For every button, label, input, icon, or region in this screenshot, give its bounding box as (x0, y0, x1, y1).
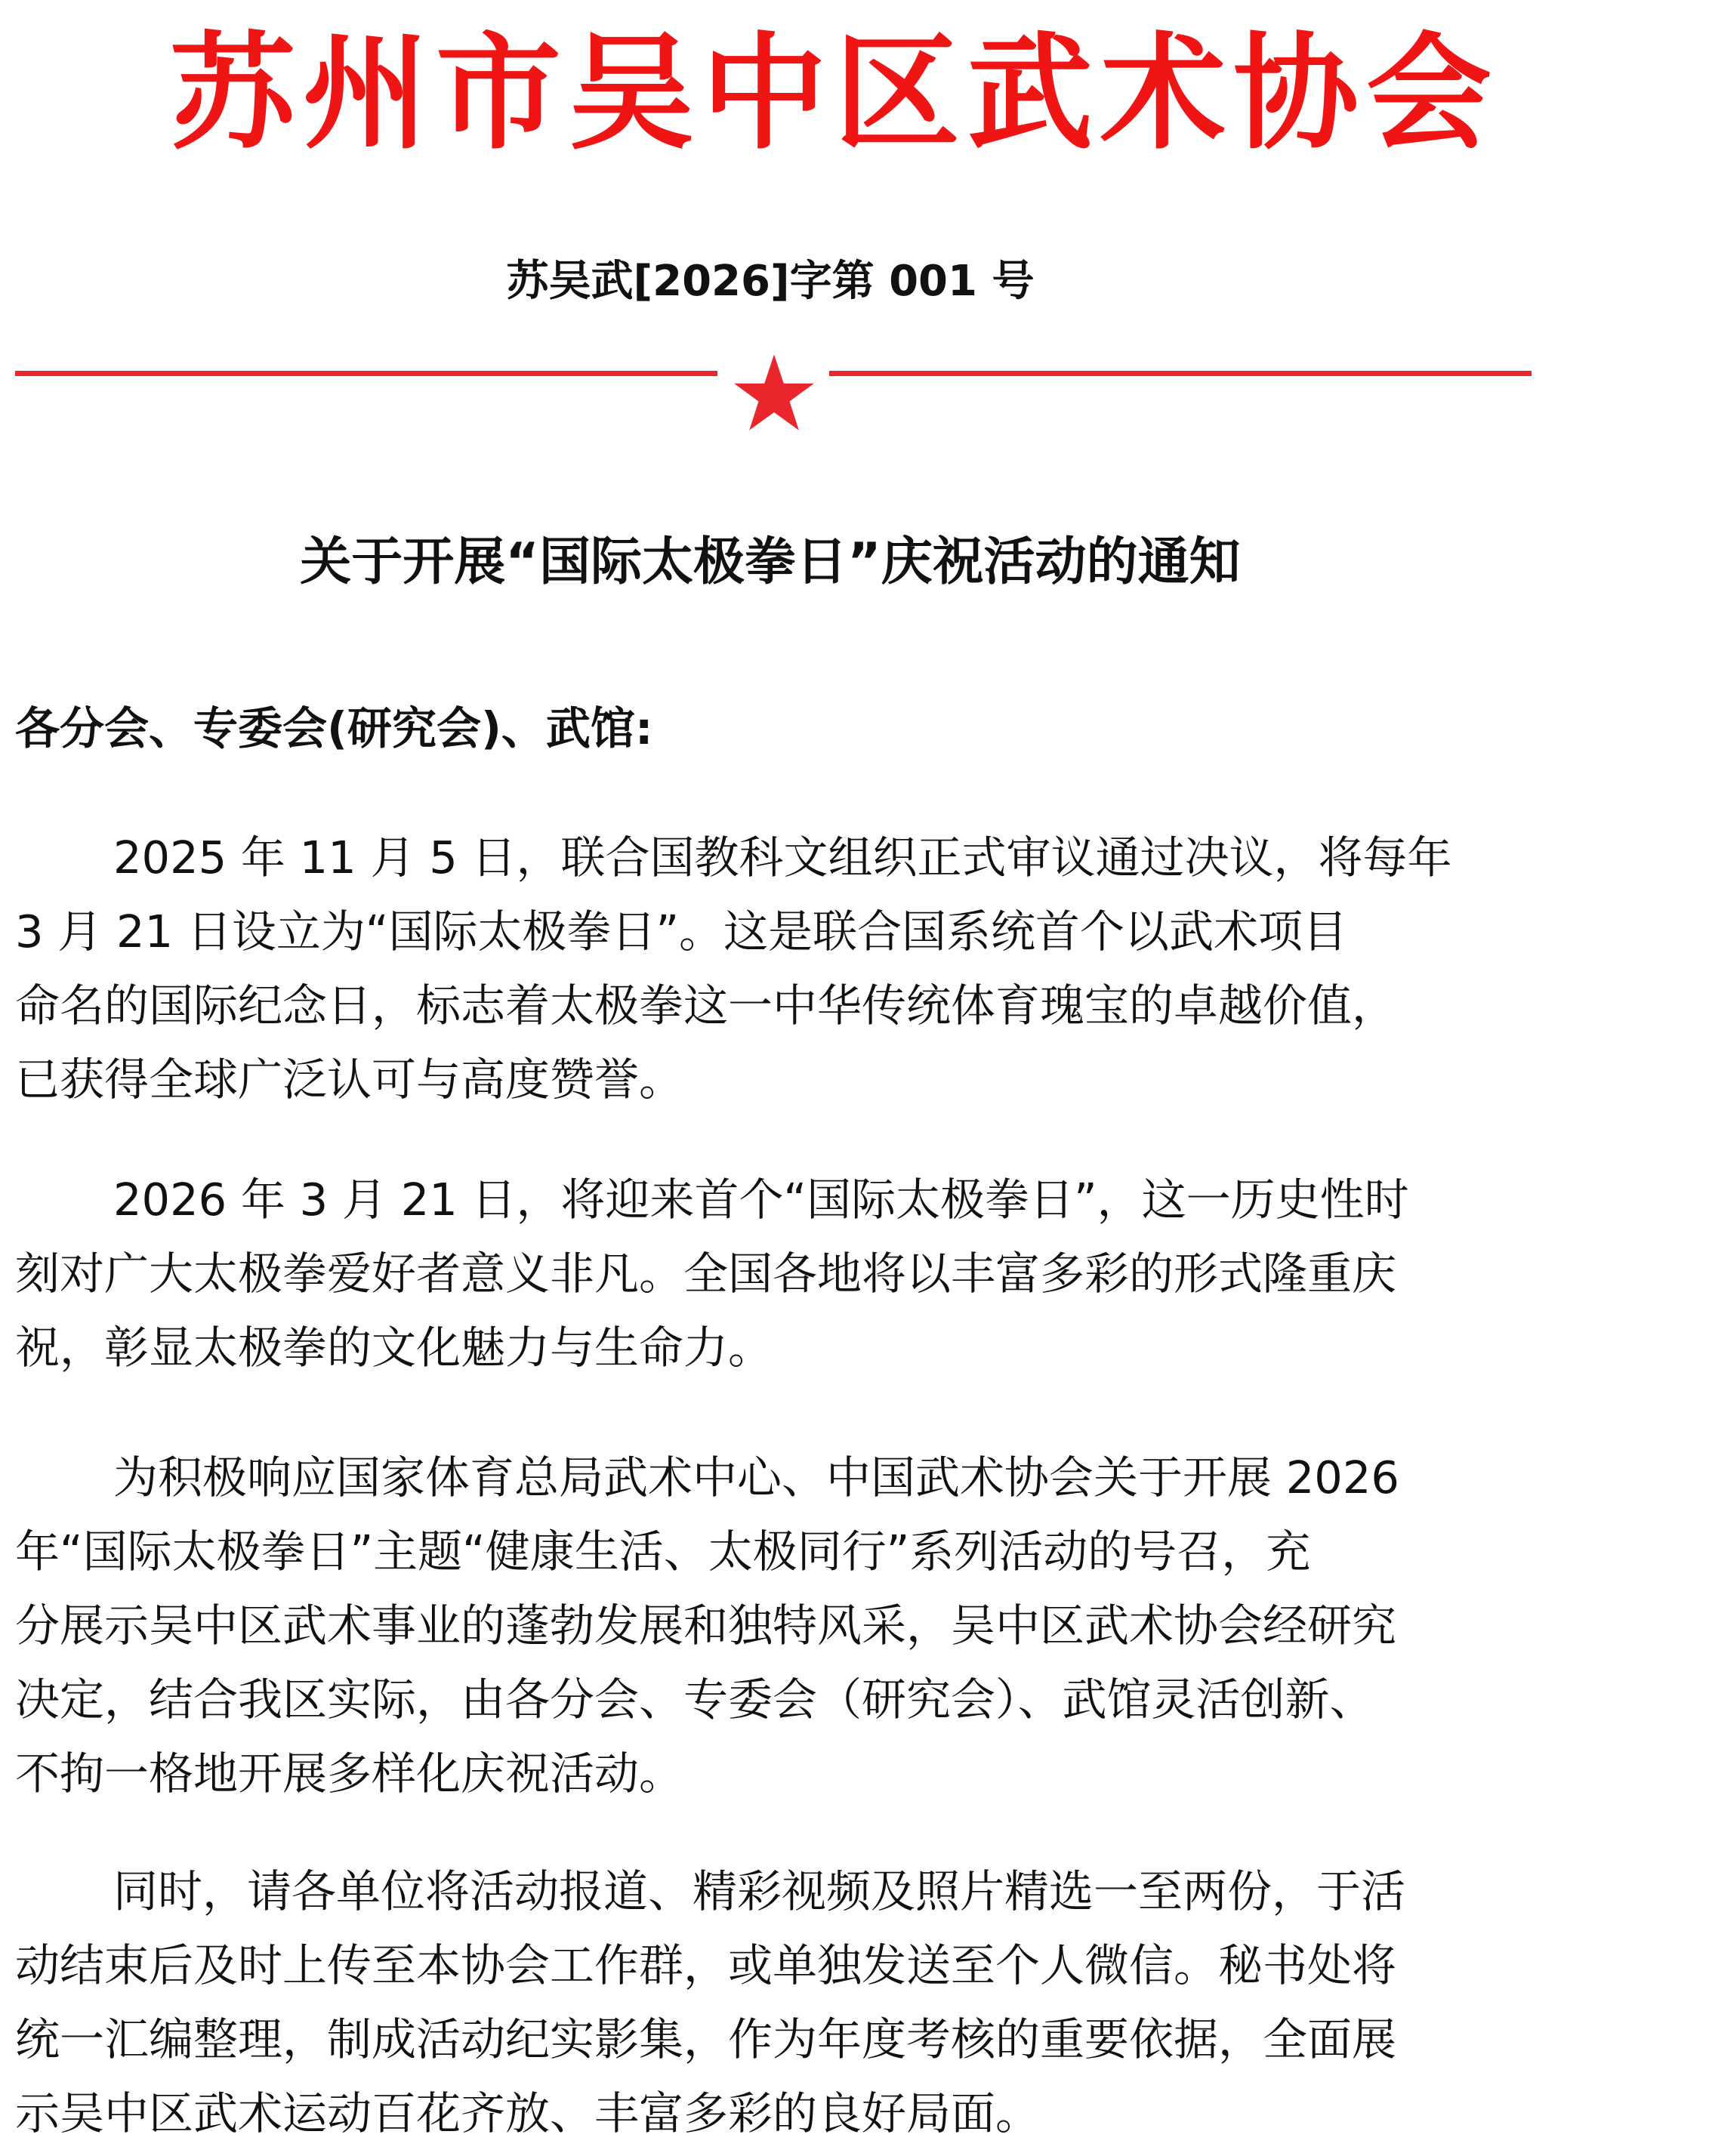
organization-title: 苏州市吴中区武术协会 (170, 21, 1499, 167)
paragraph-line: 分展示吴中区武术事业的蓬勃发展和独特风采，吴中区武术协会经研究 (15, 1599, 1397, 1652)
paragraph-line: 已获得全球广泛认可与高度赞誉。 (15, 1053, 684, 1106)
paragraph-2 (15, 1163, 1541, 1385)
paragraph-line: 3 月 21 日设立为“国际太极拳日”。这是联合国系统首个以武术项目 (15, 905, 1348, 958)
paragraph-line: 年“国际太极拳日”主题“健康生活、太极同行”系列活动的号召，充 (15, 1525, 1311, 1578)
paragraph-3 (15, 1441, 1541, 1811)
divider-line-right (829, 371, 1532, 376)
paragraph-line: 祝，彰显太极拳的文化魅力与生命力。 (15, 1322, 773, 1374)
paragraph-line: 为积极响应国家体育总局武术中心、中国武术协会关于开展 2026 (113, 1451, 1399, 1504)
paragraph-line: 动结束后及时上传至本协会工作群，或单独发送至个人微信。秘书处将 (15, 1939, 1397, 1991)
paragraph-line: 决定，结合我区实际，由各分会、专委会（研究会）、武馆灵活创新、 (15, 1673, 1374, 1726)
paragraph-line: 不拘一格地开展多样化庆祝活动。 (15, 1747, 684, 1800)
paragraph-line: 同时，请各单位将活动报道、精彩视频及照片精选一至两份，于活 (113, 1865, 1406, 1917)
paragraph-4 (15, 1855, 1541, 2151)
salutation: 各分会、专委会(研究会)、武馆: (15, 702, 653, 754)
paragraph-line: 示吴中区武术运动百花齐放、丰富多彩的良好局面。 (15, 2087, 1041, 2139)
paragraph-line: 2026 年 3 月 21 日，将迎来首个“国际太极拳日”，这一历史性时 (113, 1174, 1409, 1226)
notice-title: 关于开展“国际太极拳日”庆祝活动的通知 (300, 532, 1241, 592)
paragraph-line: 2025 年 11 月 5 日，联合国教科文组织正式审议通过决议，将每年 (113, 831, 1452, 884)
paragraph-1 (15, 821, 1541, 1117)
red-star-icon (733, 353, 815, 431)
paragraph-line: 统一汇编整理，制成活动纪实影集，作为年度考核的重要依据，全面展 (15, 2013, 1397, 2065)
paragraph-line: 命名的国际纪念日，标志着太极拳这一中华传统体育瑰宝的卓越价值， (15, 979, 1397, 1032)
divider-line-left (15, 371, 717, 376)
document-number: 苏吴武[2026]字第 001 号 (506, 257, 1035, 306)
paragraph-line: 刻对广大太极拳爱好者意义非凡。全国各地将以丰富多彩的形式隆重庆 (15, 1248, 1397, 1300)
